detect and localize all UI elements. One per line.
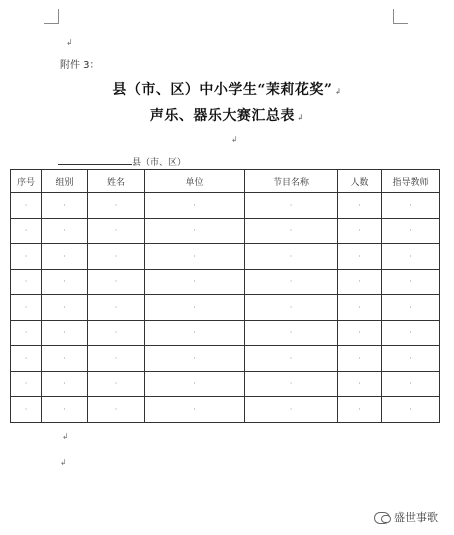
table-cell: · bbox=[338, 346, 382, 372]
table-cell: · bbox=[11, 397, 42, 423]
table-cell: · bbox=[382, 320, 440, 346]
table-row bbox=[11, 397, 440, 423]
table-cell: · bbox=[88, 269, 145, 295]
table-cell: · bbox=[245, 320, 338, 346]
table-row bbox=[11, 295, 440, 321]
watermark bbox=[374, 509, 438, 525]
paragraph-mark: ↲ bbox=[66, 38, 73, 47]
table-cell: · bbox=[145, 346, 245, 372]
summary-table bbox=[10, 169, 440, 423]
table-cell: · bbox=[245, 295, 338, 321]
table-cell: · bbox=[338, 371, 382, 397]
table-cell: · bbox=[42, 244, 88, 270]
table-row bbox=[11, 244, 440, 270]
table-cell: · bbox=[145, 269, 245, 295]
table-cell: · bbox=[245, 193, 338, 219]
county-line bbox=[58, 155, 186, 168]
table-cell: · bbox=[382, 371, 440, 397]
table-cell: · bbox=[245, 269, 338, 295]
table-cell: · bbox=[245, 244, 338, 270]
table-cell: · bbox=[88, 371, 145, 397]
table-row bbox=[11, 193, 440, 219]
table-cell: · bbox=[88, 244, 145, 270]
table-cell: · bbox=[145, 244, 245, 270]
table-cell: · bbox=[245, 346, 338, 372]
table-cell: · bbox=[88, 346, 145, 372]
table-cell: · bbox=[88, 193, 145, 219]
paragraph-mark: ↲ bbox=[231, 135, 238, 144]
header-program: 节目名称 bbox=[245, 170, 338, 193]
table-cell: · bbox=[11, 346, 42, 372]
table-cell: · bbox=[338, 320, 382, 346]
attachment-label: 附件 3： bbox=[60, 60, 100, 71]
header-name: 姓名 bbox=[88, 170, 145, 193]
table-cell: · bbox=[11, 218, 42, 244]
table-cell: · bbox=[145, 320, 245, 346]
crop-mark-top-right bbox=[393, 9, 408, 24]
crop-mark-top-left bbox=[44, 9, 59, 24]
table-cell: · bbox=[11, 269, 42, 295]
table-cell: · bbox=[382, 295, 440, 321]
table-cell: · bbox=[42, 269, 88, 295]
table-row bbox=[11, 371, 440, 397]
table-cell: · bbox=[88, 295, 145, 321]
header-row bbox=[11, 170, 440, 193]
table-cell: · bbox=[145, 295, 245, 321]
table-cell: · bbox=[145, 218, 245, 244]
header-group: 组别 bbox=[42, 170, 88, 193]
table-cell: · bbox=[11, 193, 42, 219]
table-cell: · bbox=[88, 218, 145, 244]
table-cell: · bbox=[42, 295, 88, 321]
table-cell: · bbox=[11, 320, 42, 346]
table-row bbox=[11, 320, 440, 346]
table-cell: · bbox=[145, 371, 245, 397]
table-cell: · bbox=[245, 371, 338, 397]
table-cell: · bbox=[338, 397, 382, 423]
blank-underline bbox=[58, 155, 132, 165]
table-cell: · bbox=[42, 371, 88, 397]
table-cell: · bbox=[88, 320, 145, 346]
table-cell: · bbox=[42, 346, 88, 372]
table-row bbox=[11, 269, 440, 295]
county-label: 县（市、区） bbox=[132, 158, 187, 168]
table-body bbox=[11, 193, 440, 423]
table-cell: · bbox=[42, 397, 88, 423]
table-row bbox=[11, 218, 440, 244]
table-cell: · bbox=[338, 269, 382, 295]
paragraph-mark: ↲ bbox=[62, 432, 69, 441]
table-cell: · bbox=[88, 397, 145, 423]
wechat-icon bbox=[374, 512, 390, 524]
header-count: 人数 bbox=[338, 170, 382, 193]
title-line-1: 县（市、区）中小学生“茉莉花奖” ↲ bbox=[112, 82, 342, 98]
table-cell: · bbox=[338, 218, 382, 244]
table-cell: · bbox=[382, 244, 440, 270]
table-cell: · bbox=[42, 320, 88, 346]
watermark-text: 盛世事歌 bbox=[394, 511, 438, 524]
table-cell: · bbox=[145, 397, 245, 423]
table-cell: · bbox=[338, 244, 382, 270]
table-cell: · bbox=[382, 269, 440, 295]
header-unit: 单位 bbox=[145, 170, 245, 193]
table-cell: · bbox=[11, 244, 42, 270]
table-cell: · bbox=[382, 346, 440, 372]
table-cell: · bbox=[338, 295, 382, 321]
table-row bbox=[11, 346, 440, 372]
title-line-2: 声乐、器乐大赛汇总表 ↲ bbox=[149, 108, 305, 124]
table-cell: · bbox=[42, 193, 88, 219]
table-cell: · bbox=[11, 371, 42, 397]
table-cell: · bbox=[338, 193, 382, 219]
header-index: 序号 bbox=[11, 170, 42, 193]
table-cell: · bbox=[42, 218, 88, 244]
table-cell: · bbox=[245, 218, 338, 244]
paragraph-mark: ↲ bbox=[60, 458, 67, 467]
table-cell: · bbox=[382, 218, 440, 244]
table-cell: · bbox=[382, 397, 440, 423]
table-cell: · bbox=[245, 397, 338, 423]
header-teacher: 指导教师 bbox=[382, 170, 440, 193]
table-cell: · bbox=[145, 193, 245, 219]
table-cell: · bbox=[11, 295, 42, 321]
table-cell: · bbox=[382, 193, 440, 219]
